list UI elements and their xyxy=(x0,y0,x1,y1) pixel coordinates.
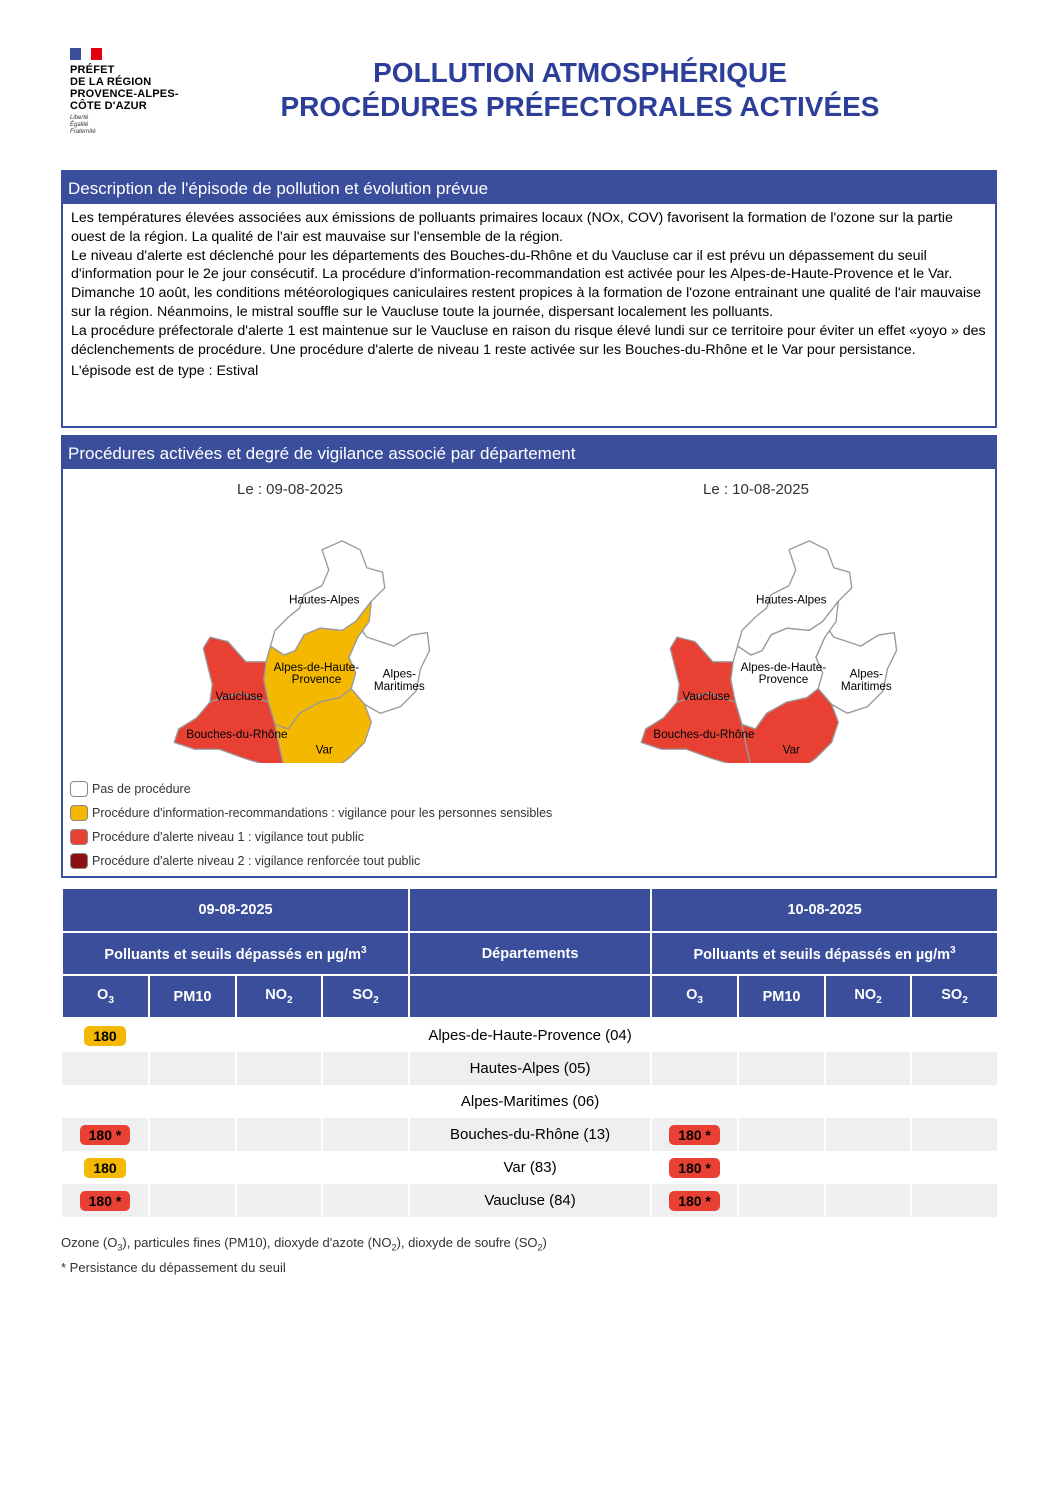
col-base: SO xyxy=(941,987,963,1004)
motto xyxy=(70,115,210,136)
o3-badge: 180 * xyxy=(80,1125,131,1145)
cell-so2-d2 xyxy=(911,1184,998,1217)
cell-o3-d1 xyxy=(62,1052,149,1085)
dept-label-line: Alpes- xyxy=(849,667,883,681)
cell-no2-d2 xyxy=(825,1151,911,1184)
cell-so2-d2 xyxy=(911,1018,998,1052)
cell-no2-d1 xyxy=(236,1018,322,1052)
col-o3 xyxy=(651,975,738,1018)
dept-label xyxy=(653,728,755,741)
legend-label: Procédure d'alerte niveau 2 : vigilance renforcée tout public xyxy=(92,854,421,868)
logo-line: PROVENCE-ALPES- xyxy=(70,88,179,100)
cell-o3-d1 xyxy=(62,1151,149,1184)
cell-no2-d2 xyxy=(825,1052,911,1085)
cell-no2-d2 xyxy=(825,1018,911,1052)
legend-swatch xyxy=(70,829,88,845)
cell-no2-d1 xyxy=(236,1052,322,1085)
col-sub: 2 xyxy=(373,994,379,1006)
col-sub: 3 xyxy=(697,994,703,1006)
description-paragraph: La procédure préfectorale d'alerte 1 est maintenue sur le Vaucluse en raison du risque élevé lundi sur ce territoire pour éviter un effet «yoyo » des déclenchements de procédure. Une procédure d'alerte de niveau 1 reste activée sur les Bouches-du-Rhône et le Var pour persistance. xyxy=(71,322,986,358)
procedures-heading: Procédures activées et degré de vigilance associé par département xyxy=(63,437,995,469)
cell-pm10-d1 xyxy=(149,1184,236,1217)
cell-so2-d2 xyxy=(911,1118,998,1151)
col-no2 xyxy=(825,975,911,1018)
cell-o3-d1 xyxy=(62,1085,149,1118)
table-row xyxy=(62,1085,998,1118)
logo-line: PRÉFET xyxy=(70,64,115,76)
pollutants-header-text: Polluants et seuils dépassés en µg/m xyxy=(693,946,951,963)
dept-label-line: Maritimes xyxy=(840,679,892,693)
unit-exponent: 3 xyxy=(950,944,956,956)
page-title xyxy=(200,56,960,124)
note-part: ), particules fines (PM10), dioxyde d'azote (NO xyxy=(122,1235,392,1250)
cell-pm10-d2 xyxy=(738,1184,825,1217)
description-panel xyxy=(61,170,997,428)
col-sub: 2 xyxy=(287,994,293,1006)
map-shapes xyxy=(641,541,896,763)
legend-swatch xyxy=(70,781,88,797)
col-base: O xyxy=(97,987,109,1004)
o3-badge: 180 * xyxy=(669,1158,720,1178)
cell-o3-d2 xyxy=(651,1085,738,1118)
col-o3 xyxy=(62,975,149,1018)
cell-no2-d1 xyxy=(236,1118,322,1151)
logo-line: CÔTE D'AZUR xyxy=(70,100,147,112)
dept-label xyxy=(316,744,333,757)
table-row xyxy=(62,1052,998,1085)
pollution-table xyxy=(61,887,999,1217)
dept-label xyxy=(289,594,360,607)
date2-header: 10-08-2025 xyxy=(651,888,998,932)
col-so2 xyxy=(911,975,998,1018)
map-shapes xyxy=(174,541,429,763)
note-sub: 2 xyxy=(537,1242,543,1253)
cell-so2-d1 xyxy=(322,1085,409,1118)
motto-line: Liberté xyxy=(70,115,89,121)
cell-so2-d1 xyxy=(322,1118,409,1151)
legend-label: Pas de procédure xyxy=(92,782,191,796)
dept-label-line: Hautes-Alpes xyxy=(756,593,827,607)
cell-so2-d1 xyxy=(322,1151,409,1184)
col-base: NO xyxy=(854,987,877,1004)
col-sub: 3 xyxy=(108,994,114,1006)
dept-label-line: Provence xyxy=(758,673,809,687)
episode-type: L'épisode est de type : Estival xyxy=(71,363,259,380)
col-base: O xyxy=(686,987,698,1004)
french-flag-icon xyxy=(70,48,102,60)
dept-label-line: Hautes-Alpes xyxy=(289,593,360,607)
col-base: NO xyxy=(265,987,288,1004)
cell-o3-d2 xyxy=(651,1151,738,1184)
cell-so2-d2 xyxy=(911,1085,998,1118)
pollutants-header-2 xyxy=(651,932,998,975)
cell-pm10-d1 xyxy=(149,1118,236,1151)
note-part: ), dioxyde de soufre (SO xyxy=(396,1235,538,1250)
motto-line: Égalité xyxy=(70,122,89,128)
col-base: PM10 xyxy=(173,988,212,1005)
cell-so2-d2 xyxy=(911,1052,998,1085)
table-row xyxy=(62,1118,998,1151)
dept-label-line: Alpes- xyxy=(382,667,416,681)
description-paragraph: Dimanche 10 août, les conditions météorologiques caniculaires restent propices à la formation de l'ozone entrainant une qualité de l'air mauvaise sur la région. Néanmoins, le mistral souffle sur le Vaucluse toute la journée, dispersant localement les polluants. xyxy=(71,285,982,320)
cell-o3-d2 xyxy=(651,1052,738,1085)
cell-no2-d2 xyxy=(825,1118,911,1151)
col-dept-blank xyxy=(409,975,651,1018)
cell-o3-d1 xyxy=(62,1018,149,1052)
map-09-08 xyxy=(123,513,463,763)
dept-label-line: Alpes-de-Haute- xyxy=(273,660,360,674)
cell-department: Hautes-Alpes (05) xyxy=(409,1052,651,1085)
dept-label xyxy=(215,690,263,703)
dept-label-line: Var xyxy=(315,743,333,757)
o3-badge: 180 xyxy=(84,1158,125,1178)
legend-swatch xyxy=(70,853,88,869)
legend-item xyxy=(70,777,552,801)
note-part: ) xyxy=(542,1235,547,1250)
table-row xyxy=(62,1151,998,1184)
footnotes xyxy=(61,1233,547,1277)
legend xyxy=(70,777,552,873)
legend-swatch xyxy=(70,805,88,821)
cell-pm10-d2 xyxy=(738,1085,825,1118)
cell-department: Var (83) xyxy=(409,1151,651,1184)
dept-label xyxy=(756,594,827,607)
motto-line: Fraternité xyxy=(70,129,96,135)
cell-pm10-d1 xyxy=(149,1018,236,1052)
legend-label: Procédure d'information-recommandations : vigilance pour les personnes sensibles xyxy=(92,806,553,820)
dept-label xyxy=(186,728,288,741)
cell-o3-d2 xyxy=(651,1018,738,1052)
description-paragraph: Le niveau d'alerte est déclenché pour les départements des Bouches-du-Rhône et du Vaucluse car il est prévu un dépassement du seuil d'information pour le 2e jour consécutif. La procédure d'information-recommandation est activée pour les Alpes-de-Haute-Provence et le Var. xyxy=(71,247,953,283)
map-10-08 xyxy=(590,513,930,763)
legend-item xyxy=(70,825,552,849)
cell-pm10-d2 xyxy=(738,1151,825,1184)
logo-line: DE LA RÉGION xyxy=(70,76,152,88)
pollutant-legend-note xyxy=(61,1233,547,1258)
date1-header: 09-08-2025 xyxy=(62,888,409,932)
legend-label: Procédure d'alerte niveau 1 : vigilance tout public xyxy=(92,830,364,844)
departments-header: Départements xyxy=(409,932,651,975)
map1-date: Le : 09-08-2025 xyxy=(237,481,343,498)
o3-badge: 180 * xyxy=(669,1191,720,1211)
col-pm10 xyxy=(738,975,825,1018)
note-sub: 3 xyxy=(117,1242,123,1253)
table-row xyxy=(62,1018,998,1052)
cell-no2-d1 xyxy=(236,1184,322,1217)
dept-label-line: Vaucluse xyxy=(215,689,263,703)
cell-pm10-d1 xyxy=(149,1085,236,1118)
dept-label-line: Maritimes xyxy=(373,679,425,693)
prefet-logo xyxy=(70,48,210,136)
description-heading: Description de l'épisode de pollution et évolution prévue xyxy=(63,172,995,204)
dept-label-line: Var xyxy=(782,743,800,757)
pollutants-header-1 xyxy=(62,932,409,975)
dept-label xyxy=(783,744,800,757)
title-line-2: PROCÉDURES PRÉFECTORALES ACTIVÉES xyxy=(280,91,880,122)
blank-header xyxy=(409,888,651,932)
dept-label xyxy=(682,690,730,703)
pollutants-header-text: Polluants et seuils dépassés en µg/m xyxy=(104,946,361,963)
o3-badge: 180 * xyxy=(669,1125,720,1145)
unit-exponent: 3 xyxy=(360,944,367,956)
cell-department: Alpes-de-Haute-Provence (04) xyxy=(409,1018,651,1052)
dept-label-line: Bouches-du-Rhône xyxy=(653,727,755,741)
dept-label-line: Provence xyxy=(291,673,342,687)
description-paragraph: Les températures élevées associées aux émissions de polluants primaires locaux (NOx, COV) favorisent la formation de l'ozone sur la partie ouest de la région. La qualité de l'air est mauvaise sur l'ensemble de la région. xyxy=(71,210,953,245)
cell-pm10-d1 xyxy=(149,1151,236,1184)
legend-item xyxy=(70,801,552,825)
o3-badge: 180 * xyxy=(80,1191,131,1211)
description-text xyxy=(63,204,995,381)
col-so2 xyxy=(322,975,409,1018)
dept-label-line: Bouches-du-Rhône xyxy=(186,727,288,741)
o3-badge: 180 xyxy=(84,1026,125,1046)
col-base: SO xyxy=(352,987,374,1004)
cell-so2-d1 xyxy=(322,1184,409,1217)
cell-o3-d1 xyxy=(62,1118,149,1151)
cell-so2-d1 xyxy=(322,1052,409,1085)
cell-pm10-d2 xyxy=(738,1118,825,1151)
col-sub: 2 xyxy=(962,994,968,1006)
cell-no2-d2 xyxy=(825,1184,911,1217)
cell-so2-d2 xyxy=(911,1151,998,1184)
note-part: Ozone (O xyxy=(61,1235,118,1250)
col-no2 xyxy=(236,975,322,1018)
cell-department: Vaucluse (84) xyxy=(409,1184,651,1217)
cell-pm10-d2 xyxy=(738,1018,825,1052)
dept-label-line: Vaucluse xyxy=(682,689,730,703)
cell-department: Bouches-du-Rhône (13) xyxy=(409,1118,651,1151)
cell-no2-d1 xyxy=(236,1151,322,1184)
cell-pm10-d2 xyxy=(738,1052,825,1085)
title-line-1: POLLUTION ATMOSPHÉRIQUE xyxy=(373,57,787,88)
maps-area xyxy=(63,469,995,873)
cell-o3-d2 xyxy=(651,1118,738,1151)
persistence-note: * Persistance du dépassement du seuil xyxy=(61,1259,286,1275)
cell-department: Alpes-Maritimes (06) xyxy=(409,1085,651,1118)
cell-no2-d1 xyxy=(236,1085,322,1118)
cell-so2-d1 xyxy=(322,1018,409,1052)
table-row xyxy=(62,1184,998,1217)
legend-item xyxy=(70,849,552,873)
cell-o3-d1 xyxy=(62,1184,149,1217)
col-sub: 2 xyxy=(876,994,882,1006)
col-pm10 xyxy=(149,975,236,1018)
cell-no2-d2 xyxy=(825,1085,911,1118)
map2-date: Le : 10-08-2025 xyxy=(703,481,809,498)
cell-o3-d2 xyxy=(651,1184,738,1217)
col-base: PM10 xyxy=(762,988,801,1005)
dept-label-line: Alpes-de-Haute- xyxy=(740,660,827,674)
note-sub: 2 xyxy=(391,1242,397,1253)
procedures-panel xyxy=(61,435,997,878)
cell-pm10-d1 xyxy=(149,1052,236,1085)
